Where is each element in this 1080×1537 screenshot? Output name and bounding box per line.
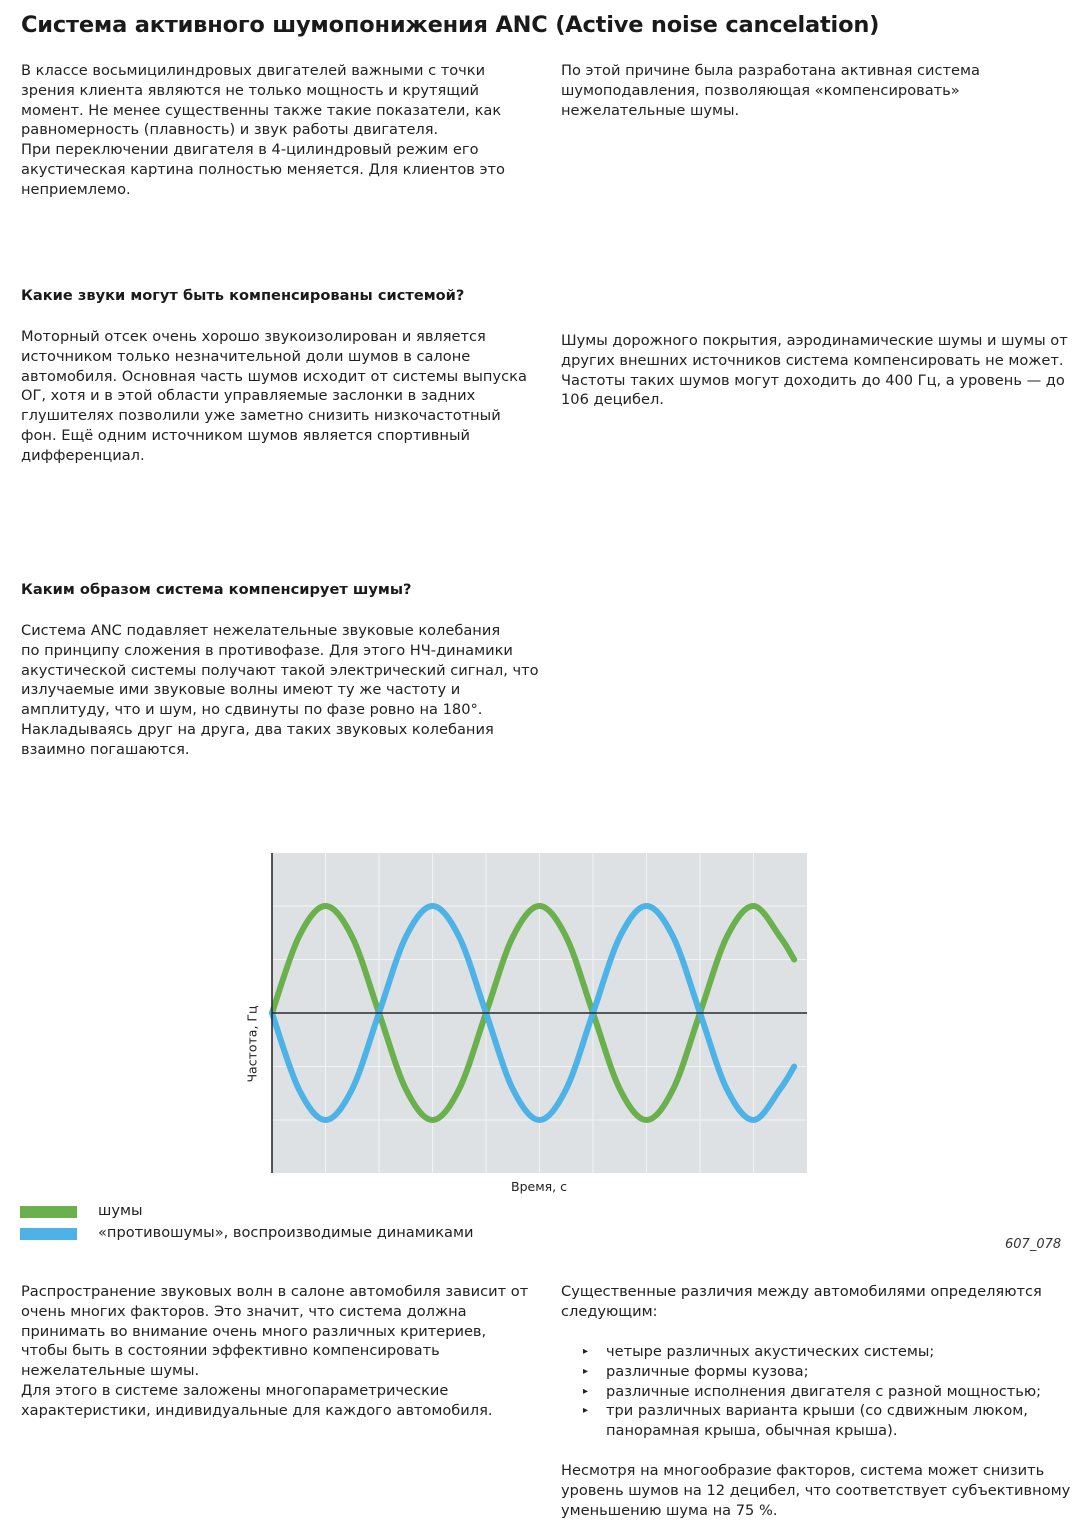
text-line: Накладываясь друг на друга, два таких звуковых колебания <box>21 720 494 738</box>
section1-left-paragraph <box>21 327 527 466</box>
text-line: Существенные различия между автомобилями определяются <box>561 1283 1042 1300</box>
x-axis-label: Время, с <box>511 1179 567 1194</box>
bullet-marker-icon: ▸ <box>583 1405 589 1417</box>
text-line: Частоты таких шумов могут доходить до 400 Гц, а уровень — до <box>561 371 1065 389</box>
text-line: акустической системы получают такой электрический сигнал, что <box>21 661 539 679</box>
text-line: дифференциал. <box>21 446 145 464</box>
y-axis-label: Частота, Гц <box>244 1005 260 1083</box>
section3-right-intro <box>561 1282 1042 1322</box>
text-line: Моторный отсек очень хорошо звукоизолирован и является <box>21 328 486 345</box>
list-item <box>561 1401 1041 1441</box>
text-line: При переключении двигателя в 4-цилиндровый режим его <box>21 141 479 159</box>
text-line: фон. Ещё одним источником шумов является спортивный <box>21 426 470 444</box>
text-line: амплитуду, что и шум, но сдвинуты по фазе ровно на 180°. <box>21 701 483 719</box>
text-line: Для этого в системе заложены многопараметрические <box>21 1381 449 1399</box>
text-line: излучаемые ими звуковые волны имеют ту же частоту и <box>21 681 461 699</box>
list-item-text-continued: панорамная крыша, обычная крыша). <box>606 1422 898 1440</box>
text-line: неприемлемо. <box>21 180 131 198</box>
text-line: момент. Не менее существенны также такие показатели, как <box>21 101 502 119</box>
text-line: других внешних источников система компенсировать не может. <box>561 351 1064 369</box>
text-line: нежелательные шумы. <box>21 1362 200 1380</box>
text-line: шумоподавления, позволяющая «компенсировать» <box>561 81 960 99</box>
text-line: По этой причине была разработана активная система <box>561 62 980 79</box>
text-line: принимать во внимание очень много различных критериев, <box>21 1322 487 1340</box>
legend-label-noise: шумы <box>98 1202 143 1219</box>
list-item <box>561 1342 1041 1362</box>
text-line: чтобы быть в состоянии эффективно компенсировать <box>21 1342 440 1360</box>
text-line: глушителях позволили уже заметно снизить низкочастотный <box>21 407 501 425</box>
conclusion-paragraph <box>561 1461 1070 1520</box>
bullet-marker-icon: ▸ <box>583 1385 589 1397</box>
text-line: равномерность (плавность) и звук работы двигателя. <box>21 121 439 139</box>
list-item <box>561 1382 1041 1402</box>
section-heading-how: Каким образом система компенсирует шумы? <box>21 581 412 598</box>
text-line: зрения клиента являются не только мощность и крутящий <box>21 81 480 99</box>
figure-code: 607_078 <box>1005 1237 1062 1252</box>
legend-label-antinoise: «противошумы», воспроизводимые динамиками <box>98 1224 474 1241</box>
text-line: Шумы дорожного покрытия, аэродинамические шумы и шумы от <box>561 332 1068 349</box>
bullet-marker-icon: ▸ <box>583 1346 589 1357</box>
section3-left-paragraph <box>21 1282 528 1421</box>
text-line: В классе восьмицилиндровых двигателей важными с точки <box>21 62 486 79</box>
wave-chart <box>240 845 820 1200</box>
text-line: по принципу сложения в противофазе. Для этого НЧ-динамики <box>21 641 513 659</box>
text-line: автомобиля. Основная часть шумов исходит от системы выпуска <box>21 367 527 385</box>
section2-paragraph <box>21 621 539 760</box>
list-item-text: различные исполнения двигателя с разной мощностью; <box>606 1382 1042 1400</box>
bullet-marker-icon: ▸ <box>583 1365 589 1377</box>
text-line: взаимно погашаются. <box>21 740 190 758</box>
differences-list <box>561 1342 1041 1441</box>
legend-swatch-noise <box>20 1206 77 1218</box>
text-line: 106 децибел. <box>561 391 664 409</box>
list-item <box>561 1362 1041 1382</box>
text-line: уменьшению шума на 75 %. <box>561 1501 778 1519</box>
text-line: акустическая картина полностью меняется. Для клиентов это <box>21 160 505 178</box>
page-title: Система активного шумопонижения ANC (Active noise cancelation) <box>21 12 880 38</box>
text-line: Несмотря на многообразие факторов, система может снизить <box>561 1462 1045 1479</box>
text-line: источником только незначительной доли шумов в салоне <box>21 347 471 365</box>
list-item-text: четыре различных акустических системы; <box>606 1343 935 1360</box>
text-line: Распространение звуковых волн в салоне автомобиля зависит от <box>21 1283 529 1300</box>
section-heading-sounds: Какие звуки могут быть компенсированы системой? <box>21 287 465 304</box>
text-line: ОГ, хотя и в этой области управляемые заслонки в задних <box>21 387 476 405</box>
text-line: следующим: <box>561 1302 658 1320</box>
text-line: нежелательные шумы. <box>561 101 740 119</box>
legend-swatch-antinoise <box>20 1228 77 1240</box>
text-line: очень многих факторов. Это значит, что система должна <box>21 1302 467 1320</box>
list-item-text: три различных варианта крыши (со сдвижным люком, <box>606 1402 1028 1420</box>
text-line: характеристики, индивидуальные для каждого автомобиля. <box>21 1401 493 1419</box>
intro-right-paragraph <box>561 61 980 120</box>
text-line: уровень шумов на 12 децибел, что соответствует субъективному <box>561 1481 1071 1499</box>
section1-right-paragraph <box>561 331 1068 410</box>
list-item-text: различные формы кузова; <box>606 1362 809 1380</box>
intro-left-paragraph <box>21 61 505 200</box>
text-line: Система ANC подавляет нежелательные звуковые колебания <box>21 622 501 639</box>
